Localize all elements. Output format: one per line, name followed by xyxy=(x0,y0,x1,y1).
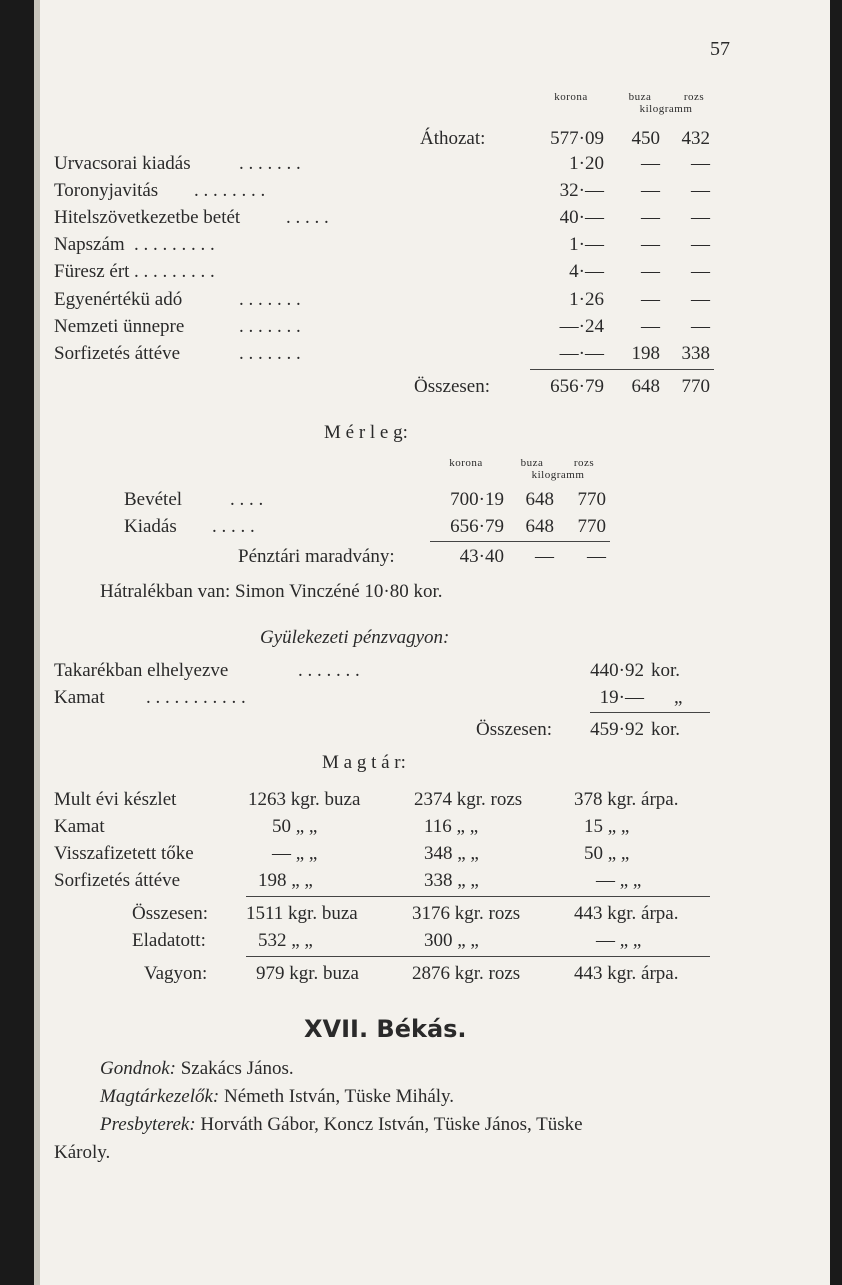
arpa-cell: — „ „ xyxy=(596,870,642,891)
eladatott-buza: 532 „ „ xyxy=(258,930,313,951)
osszesen-arpa: 443 kgr. árpa. xyxy=(574,903,679,924)
penz-total-value: 459·92 xyxy=(590,719,644,740)
gondnok-label: Gondnok: xyxy=(100,1058,176,1079)
leader-dots: . . . . . xyxy=(286,207,329,228)
rozs-value: — xyxy=(691,261,710,282)
rozs-value: — xyxy=(691,207,710,228)
total-label: Összesen: xyxy=(414,376,490,397)
col-header-kilogramm: kilogramm xyxy=(639,103,693,115)
leader-dots: . . . . . . . xyxy=(239,343,301,364)
takarek-value: 440·92 xyxy=(590,660,644,681)
page-number: 57 xyxy=(710,38,730,60)
buza-value: — xyxy=(641,180,660,201)
col-header-kilogramm: kilogramm xyxy=(531,469,585,481)
maradvany-rozs: — xyxy=(587,546,606,567)
row-label: Sorfizetés áttéve xyxy=(54,343,181,364)
rozs-value: — xyxy=(691,180,710,201)
magtar-title: M a g t á r: xyxy=(322,752,406,773)
kiadas-buza: 648 xyxy=(525,516,554,537)
rozs-value: — xyxy=(691,234,710,255)
korona-value: —·24 xyxy=(559,316,604,337)
row-label: Toronyjavitás xyxy=(54,180,159,201)
vagyon-rozs: 2876 kgr. rozs xyxy=(412,963,521,984)
kiadas-rozs: 770 xyxy=(577,516,606,537)
eladatott-rozs: 300 „ „ xyxy=(424,930,479,951)
eladatott-arpa: — „ „ xyxy=(596,930,642,951)
merleg-title: M é r l e g: xyxy=(324,422,408,443)
col-header-korona: korona xyxy=(449,457,483,469)
bevetel-buza: 648 xyxy=(525,489,554,510)
row-label: Füresz ért xyxy=(54,261,130,282)
row-label: Sorfizetés áttéve xyxy=(54,870,181,891)
row-label: Nemzeti ünnepre xyxy=(54,316,185,337)
rozs-cell: 348 „ „ xyxy=(424,843,479,864)
buza-value: — xyxy=(641,289,660,310)
rozs-cell: 2374 kgr. rozs xyxy=(414,789,523,810)
rozs-value: 338 xyxy=(681,343,710,364)
rozs-cell: 338 „ „ xyxy=(424,870,479,891)
penz-total-unit: kor. xyxy=(651,719,681,740)
penz-total-label: Összesen: xyxy=(476,719,552,740)
rozs-value: — xyxy=(691,153,710,174)
buza-cell: — „ „ xyxy=(272,843,318,864)
col-header-buza: buza xyxy=(628,91,652,103)
leader-dots: . . . . . . . xyxy=(239,153,301,174)
arpa-cell: 15 „ „ xyxy=(584,816,630,837)
buza-value: — xyxy=(641,207,660,228)
sum-rule xyxy=(246,956,710,957)
korona-value: 40·— xyxy=(559,207,604,228)
total-korona: 656·79 xyxy=(550,376,604,397)
arpa-cell: 50 „ „ xyxy=(584,843,630,864)
korona-value: 1·— xyxy=(569,234,604,255)
sum-rule xyxy=(430,541,610,542)
buza-cell: 1263 kgr. buza xyxy=(248,789,361,810)
vagyon-label: Vagyon: xyxy=(144,963,208,984)
magtar-osszesen-label: Összesen: xyxy=(132,903,208,924)
kamat-unit: „ xyxy=(674,687,683,708)
book-page xyxy=(34,0,830,1285)
osszesen-rozs: 3176 kgr. rozs xyxy=(412,903,521,924)
row-label: Urvacsorai kiadás xyxy=(54,153,191,174)
buza-value: — xyxy=(641,316,660,337)
kiadas-korona: 656·79 xyxy=(450,516,504,537)
row-label: Egyenértékü adó xyxy=(54,289,183,310)
rozs-value: — xyxy=(691,289,710,310)
osszesen-buza: 1511 kgr. buza xyxy=(246,903,358,924)
athozat-buza: 450 xyxy=(631,128,660,149)
kamat-value: 19·— xyxy=(599,687,644,708)
presbyterek-names: Horváth Gábor, Koncz István, Tüske János, Tüske xyxy=(200,1114,583,1135)
leader-dots: . . . . . . . xyxy=(239,289,301,310)
col-header-rozs: rozs xyxy=(683,91,705,103)
magtarkezelok-label: Magtárkezelők: xyxy=(100,1086,220,1107)
takarek-label: Takarékban elhelyezve xyxy=(54,660,229,681)
leader-dots: . . . . xyxy=(230,489,264,510)
row-label: Napszám xyxy=(54,234,125,255)
col-header-buza: buza xyxy=(520,457,544,469)
takarek-unit: kor. xyxy=(651,660,681,681)
korona-value: 1·20 xyxy=(569,153,604,174)
presbyterek-label: Presbyterek: xyxy=(100,1114,196,1135)
buza-cell: 50 „ „ xyxy=(272,816,318,837)
total-buza: 648 xyxy=(631,376,660,397)
sum-rule xyxy=(590,712,710,713)
rozs-cell: 116 „ „ xyxy=(424,816,479,837)
row-label: Visszafizetett tőke xyxy=(54,843,194,864)
presbyterek-names-cont: Károly. xyxy=(54,1142,111,1163)
korona-value: 32·— xyxy=(559,180,604,201)
leader-dots: . . . . . . . . xyxy=(194,180,266,201)
korona-value: 4·— xyxy=(569,261,604,282)
athozat-label: Áthozat: xyxy=(420,128,486,149)
bevetel-korona: 700·19 xyxy=(450,489,504,510)
kamat-label: Kamat xyxy=(54,687,105,708)
total-rozs: 770 xyxy=(681,376,710,397)
row-label: Hitelszövetkezetbe betét xyxy=(54,207,241,228)
buza-value: — xyxy=(641,261,660,282)
gondnok-name: Szakács János. xyxy=(180,1058,294,1079)
page-edge-shadow xyxy=(34,0,40,1285)
buza-cell: 198 „ „ xyxy=(258,870,313,891)
maradvany-buza: — xyxy=(535,546,554,567)
penzvagyon-title: Gyülekezeti pénzvagyon: xyxy=(260,627,450,648)
leader-dots: . . . . . . . . . xyxy=(134,234,215,255)
buza-value: 198 xyxy=(631,343,660,364)
bevetel-rozs: 770 xyxy=(577,489,606,510)
magtarkezelok-names: Németh István, Tüske Mihály. xyxy=(223,1086,455,1107)
sum-rule xyxy=(530,369,714,370)
korona-value: —·— xyxy=(559,343,604,364)
bevetel-label: Bevétel xyxy=(124,489,183,510)
leader-dots: . . . . . . . . . . . xyxy=(146,687,246,708)
section-heading: XVII. Békás. xyxy=(304,1015,467,1043)
arpa-cell: 378 kgr. árpa. xyxy=(574,789,679,810)
buza-value: — xyxy=(641,234,660,255)
vagyon-buza: 979 kgr. buza xyxy=(256,963,359,984)
rozs-value: — xyxy=(691,316,710,337)
row-label: Mult évi készlet xyxy=(54,789,177,810)
leader-dots: . . . . . xyxy=(212,516,255,537)
leader-dots: . . . . . . . . . xyxy=(134,261,215,282)
vagyon-arpa: 443 kgr. árpa. xyxy=(574,963,679,984)
maradvany-korona: 43·40 xyxy=(459,546,504,567)
maradvany-label: Pénztári maradvány: xyxy=(238,546,395,567)
athozat-korona: 577·09 xyxy=(550,128,604,149)
row-label: Kamat xyxy=(54,816,105,837)
korona-value: 1·26 xyxy=(569,289,604,310)
col-header-korona: korona xyxy=(554,91,588,103)
athozat-rozs: 432 xyxy=(681,128,710,149)
buza-value: — xyxy=(641,153,660,174)
col-header-rozs: rozs xyxy=(573,457,595,469)
eladatott-label: Eladatott: xyxy=(132,930,206,951)
kiadas-label: Kiadás xyxy=(124,516,177,537)
leader-dots: . . . . . . . xyxy=(298,660,360,681)
sum-rule xyxy=(246,896,710,897)
hatralek-text: Hátralékban van: Simon Vinczéné 10·80 kor. xyxy=(100,581,443,602)
leader-dots: . . . . . . . xyxy=(239,316,301,337)
